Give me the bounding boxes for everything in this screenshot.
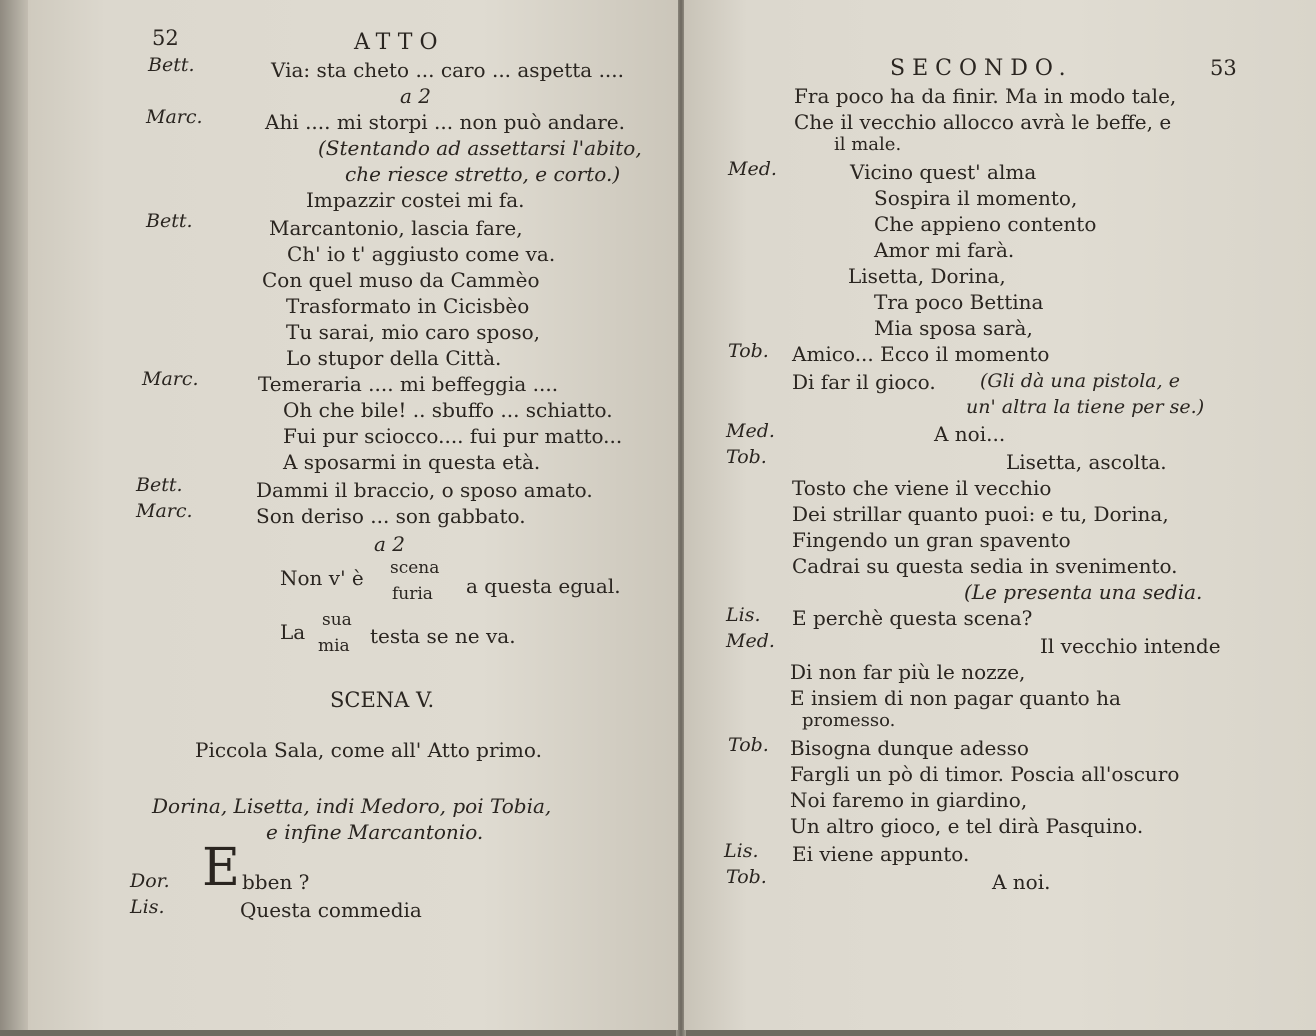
verse-line: Son deriso ... son gabbato.	[256, 504, 526, 528]
verse-line: Ahi .... mi storpi ... non può andare.	[265, 110, 625, 134]
speaker-label: Tob.	[728, 734, 769, 756]
verse-line: Il vecchio intende	[1040, 634, 1221, 658]
scene-setting: Piccola Sala, come all' Atto primo.	[195, 738, 542, 762]
verse-line: Con quel muso da Cammèo	[262, 268, 540, 292]
speaker-label: Lis.	[724, 840, 759, 862]
speaker-label: Marc.	[142, 368, 199, 390]
verse-line: E perchè questa scena?	[792, 606, 1033, 630]
verse-line: Impazzir costei mi fa.	[306, 188, 525, 212]
speaker-label: Tob.	[726, 446, 767, 468]
drop-capital: E	[202, 838, 240, 898]
verse-line: Noi faremo in giardino,	[790, 788, 1028, 812]
stage-direction: (Gli dà una pistola, e	[980, 370, 1180, 392]
verse-line: Amico... Ecco il momento	[792, 342, 1050, 366]
speaker-label: Med.	[726, 630, 775, 652]
stage-direction: (Le presenta una sedia.	[964, 580, 1203, 604]
right-page	[684, 0, 1316, 1030]
verse-line: bben ?	[242, 870, 310, 894]
speaker-label: Med.	[728, 158, 777, 180]
stage-direction: che riesce stretto, e corto.)	[345, 162, 621, 186]
verse-line: A noi...	[934, 422, 1006, 446]
stage-direction: a 2	[374, 532, 406, 556]
verse-line: Lisetta, Dorina,	[848, 264, 1006, 288]
verse-line: promesso.	[802, 710, 896, 731]
verse-line: Trasformato in Cicisbèo	[286, 294, 530, 318]
verse-line: A sposarmi in questa età.	[283, 450, 541, 474]
verse-line: Di far il gioco.	[792, 370, 936, 394]
verse-line: Amor mi farà.	[874, 238, 1015, 262]
verse-line: Un altro gioco, e tel dirà Pasquino.	[790, 814, 1144, 838]
speaker-label: Tob.	[728, 340, 769, 362]
verse-line: a questa egual.	[466, 574, 621, 598]
verse-line: Vicino quest' alma	[850, 160, 1037, 184]
stage-direction: (Stentando ad assettarsi l'abito,	[318, 136, 642, 160]
speaker-label: Bett.	[136, 474, 183, 496]
verse-variant-bottom: mia	[318, 636, 350, 656]
speaker-label: Bett.	[148, 54, 195, 76]
verse-line: Oh che bile! .. sbuffo ... schiatto.	[283, 398, 613, 422]
verse-line: Che appieno contento	[874, 212, 1097, 236]
speaker-label: Marc.	[146, 106, 203, 128]
speaker-label: Dor.	[130, 870, 170, 892]
verse-line: E insiem di non pagar quanto ha	[790, 686, 1121, 710]
speaker-label: Lis.	[130, 896, 165, 918]
verse-line: testa se ne va.	[370, 624, 516, 648]
page-number: 52	[152, 26, 179, 50]
verse-line: Via: sta cheto ... caro ... aspetta ....	[271, 58, 624, 82]
verse-line: Che il vecchio allocco avrà le beffe, e	[794, 110, 1172, 134]
verse-line: Tu sarai, mio caro sposo,	[286, 320, 540, 344]
verse-line: il male.	[834, 134, 902, 155]
scene-characters: Dorina, Lisetta, indi Medoro, poi Tobia,	[152, 794, 552, 818]
verse-line: Tra poco Bettina	[874, 290, 1044, 314]
verse-line: Non v' è	[280, 566, 364, 590]
verse-line: Tosto che viene il vecchio	[792, 476, 1052, 500]
stage-direction: un' altra la tiene per se.)	[966, 396, 1205, 418]
verse-line: Fra poco ha da finir. Ma in modo tale,	[794, 84, 1177, 108]
page-number: 53	[1210, 56, 1237, 80]
verse-line: Marcantonio, lascia fare,	[269, 216, 523, 240]
page-stack-edge	[0, 0, 30, 1030]
left-page	[28, 0, 678, 1030]
verse-line: Lo stupor della Città.	[286, 346, 502, 370]
verse-line: Fingendo un gran spavento	[792, 528, 1071, 552]
verse-line: Bisogna dunque adesso	[790, 736, 1029, 760]
scene-characters: e infine Marcantonio.	[266, 820, 484, 844]
verse-line: Di non far più le nozze,	[790, 660, 1026, 684]
verse-line: Cadrai su questa sedia in svenimento.	[792, 554, 1178, 578]
verse-variant-top: sua	[322, 610, 352, 630]
verse-line: Temeraria .... mi beffeggia ....	[258, 372, 559, 396]
verse-line: A noi.	[992, 870, 1051, 894]
verse-line: Ei viene appunto.	[792, 842, 970, 866]
verse-line: Dei strillar quanto puoi: e tu, Dorina,	[792, 502, 1169, 526]
running-header: ATTO	[354, 30, 445, 55]
running-header: SECONDO.	[890, 56, 1073, 81]
stage-direction: a 2	[400, 84, 432, 108]
speaker-label: Marc.	[136, 500, 193, 522]
verse-variant-top: scena	[390, 558, 440, 578]
scene-title: SCENA V.	[330, 688, 435, 712]
verse-line: Fargli un pò di timor. Poscia all'oscuro	[790, 762, 1180, 786]
verse-line: Ch' io t' aggiusto come va.	[287, 242, 556, 266]
speaker-label: Tob.	[726, 866, 767, 888]
verse-line: Lisetta, ascolta.	[1006, 450, 1167, 474]
speaker-label: Bett.	[146, 210, 193, 232]
verse-variant-bottom: furia	[392, 584, 433, 604]
verse-line: Dammi il braccio, o sposo amato.	[256, 478, 593, 502]
speaker-label: Lis.	[726, 604, 761, 626]
verse-line: Fui pur sciocco.... fui pur matto...	[283, 424, 623, 448]
verse-line: Mia sposa sarà,	[874, 316, 1033, 340]
verse-line: Questa commedia	[240, 898, 422, 922]
verse-line: La	[280, 620, 306, 644]
speaker-label: Med.	[726, 420, 775, 442]
verse-line: Sospira il momento,	[874, 186, 1078, 210]
